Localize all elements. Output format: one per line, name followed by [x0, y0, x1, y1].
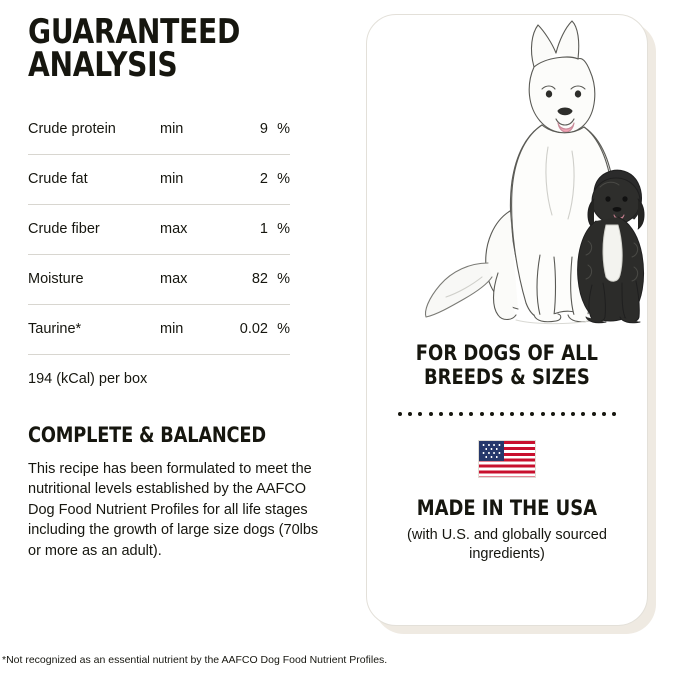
nutrient-name: Moisture	[28, 270, 84, 287]
nutrient-unit: %	[277, 120, 290, 137]
complete-balanced-title: COMPLETE & BALANCED	[28, 422, 266, 447]
footnote: *Not recognized as an essential nutrient by the AAFCO Dog Food Nutrient Profiles.	[2, 654, 388, 666]
nutrient-name: Crude protein	[28, 120, 116, 137]
flag-canton	[479, 441, 504, 461]
nutrient-qualifier: max	[160, 220, 188, 237]
right-column	[352, 0, 679, 676]
divider-dot	[602, 412, 606, 416]
complete-balanced-body: This recipe has been formulated to meet the nutritional levels established by the AAFCO Dog Food Nutrient Profiles for all life stages including the growth of large size dogs (70lbs or more as an adult).	[28, 460, 319, 559]
nutrient-value: 82	[251, 270, 268, 287]
divider-dot	[408, 412, 412, 416]
divider-dot	[530, 412, 534, 416]
made-in-usa-subtext: (with U.S. and globally sourced ingredients)	[407, 527, 607, 563]
calorie-content: 194 (kCal) per box	[28, 370, 148, 387]
divider-dot	[571, 412, 575, 416]
divider-dot	[510, 412, 514, 416]
nutrient-qualifier: min	[160, 170, 184, 187]
nutrient-qualifier: max	[160, 270, 188, 287]
nutrient-name: Crude fat	[28, 170, 88, 187]
usa-flag-icon	[478, 440, 536, 478]
table-row	[28, 255, 290, 305]
divider-dot	[418, 412, 422, 416]
divider-dot	[500, 412, 504, 416]
nutrient-unit: %	[277, 270, 290, 287]
nutrient-value: 0.02	[239, 320, 268, 337]
made-in-usa-heading: MADE IN THE USA	[416, 496, 598, 521]
nutrient-value: 9	[259, 120, 268, 137]
divider-dot	[561, 412, 565, 416]
nutrient-name: Crude fiber	[28, 220, 100, 237]
divider-dot	[469, 412, 473, 416]
divider-dot	[612, 412, 616, 416]
table-row	[28, 205, 290, 255]
guaranteed-analysis-table	[28, 105, 290, 355]
two-dogs-illustration	[366, 15, 648, 335]
info-card	[366, 14, 648, 626]
nutrient-unit: %	[277, 170, 290, 187]
divider-dot	[439, 412, 443, 416]
nutrient-qualifier: min	[160, 320, 184, 337]
nutrient-value: 1	[259, 220, 268, 237]
breeds-line-1: FOR DOGS OF ALL	[415, 341, 599, 365]
table-row	[28, 305, 290, 355]
divider-dot	[541, 412, 545, 416]
nutrient-name: Taurine*	[28, 320, 82, 337]
divider-dot	[490, 412, 494, 416]
breeds-heading	[416, 341, 598, 389]
divider-dot	[592, 412, 596, 416]
page-title: GUARANTEED ANALYSIS	[28, 12, 241, 86]
table-row	[28, 155, 290, 205]
divider-dot	[581, 412, 585, 416]
breeds-line-2: BREEDS & SIZES	[424, 365, 590, 390]
nutrient-unit: %	[277, 320, 290, 337]
flag-stars	[481, 443, 502, 459]
divider-dot	[398, 412, 402, 416]
nutrient-qualifier: min	[160, 120, 184, 137]
table-row	[28, 105, 290, 155]
divider-dot	[449, 412, 453, 416]
divider-dot	[459, 412, 463, 416]
nutrient-unit: %	[277, 220, 290, 237]
divider-dot	[520, 412, 524, 416]
nutrient-value: 2	[259, 170, 268, 187]
divider-dot	[429, 412, 433, 416]
divider-dot	[480, 412, 484, 416]
dotted-divider	[398, 411, 616, 416]
divider-dot	[551, 412, 555, 416]
